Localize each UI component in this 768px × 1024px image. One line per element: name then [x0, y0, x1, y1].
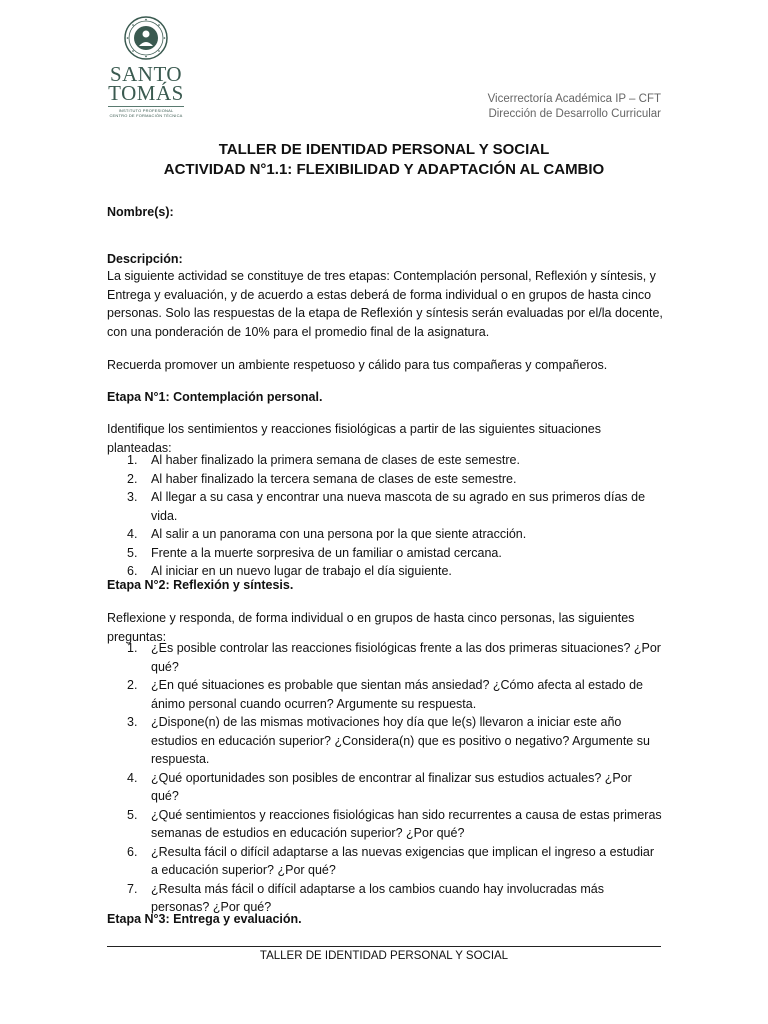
list-item-text: ¿Qué oportunidades son posibles de encontrar al finalizar sus estudios actuales? ¿Por qué? [151, 770, 632, 803]
reminder-section [107, 356, 663, 375]
stage-1-list [107, 451, 663, 581]
list-item [107, 639, 663, 676]
stage-2-heading: Etapa N°2: Reflexión y síntesis. [107, 578, 294, 592]
list-item-text: Al salir a un panorama con una persona por la que siente atracción. [151, 527, 527, 541]
stage-3-heading: Etapa N°3: Entrega y evaluación. [107, 912, 302, 926]
list-item [107, 713, 663, 769]
list-item [107, 676, 663, 713]
list-item-text: ¿Resulta fácil o difícil adaptarse a las nuevas exigencias que implican el ingreso a estudiar a educación superior? ¿Por qué? [151, 844, 655, 877]
list-item-number: 5. [127, 807, 138, 822]
list-item [107, 769, 663, 806]
stage-1-intro: Identifique los sentimientos y reacciones fisiológicas a partir de las siguientes situaciones planteadas: [107, 422, 602, 455]
brand-subtitle-2: CENTRO DE FORMACIÓN TÉCNICA [109, 113, 183, 118]
list-item-number: 6. [127, 844, 138, 859]
stage-2-list-block [107, 639, 663, 917]
page-header [488, 92, 661, 122]
stage-3-heading-block [107, 910, 663, 929]
list-item-number: 2. [127, 471, 138, 486]
brand-name-line1: SANTO [109, 62, 183, 86]
list-item-number: 3. [127, 715, 138, 729]
list-item [107, 470, 663, 489]
list-item-number: 4. [127, 527, 138, 541]
reminder-text: Recuerda promover un ambiente respetuoso y cálido para tus compañeras y compañeros. [107, 358, 608, 372]
brand-subtitle-1: INSTITUTO PROFESIONAL [118, 108, 174, 113]
list-item-text: Al haber finalizado la primera semana de clases de este semestre. [151, 453, 520, 467]
list-item [107, 488, 663, 525]
header-line-1: Vicerrectoría Académica IP – CFT [487, 93, 661, 105]
header-line-2: Dirección de Desarrollo Curricular [488, 108, 661, 120]
list-item-number: 6. [127, 564, 138, 578]
list-item-number: 1. [127, 453, 138, 467]
list-item [107, 544, 663, 563]
stage-1-heading-block [107, 388, 663, 407]
list-item-number: 2. [127, 678, 138, 692]
list-item-number: 1. [127, 641, 138, 655]
brand-divider [108, 106, 184, 107]
stage-2-heading-block [107, 576, 663, 595]
seal-icon [124, 16, 168, 60]
list-item-text: Al haber finalizado la tercera semana de clases de este semestre. [151, 471, 517, 486]
list-item-text: Al llegar a su casa y encontrar una nueva mascota de su agrado en sus primeros días de vida. [151, 490, 646, 523]
list-item-number: 7. [127, 881, 138, 896]
stage-1-list-block [107, 451, 663, 581]
list-item [107, 806, 663, 843]
description-section [107, 251, 663, 341]
title-line-1: TALLER DE IDENTIDAD PERSONAL Y SOCIAL [218, 141, 550, 158]
list-item-number: 5. [127, 545, 138, 560]
name-label: Nombre(s): [107, 205, 174, 219]
list-item [107, 843, 663, 880]
list-item-text: ¿Qué sentimientos y reacciones fisiológicas han sido recurrentes a causa de estas primeras semanas de estudios en educación superior? ¿Por qué? [151, 807, 662, 840]
stage-2-intro: Reflexione y responda, de forma individual o en grupos de hasta cinco personas, las siguientes preguntas: [107, 611, 635, 644]
page-footer: TALLER DE IDENTIDAD PERSONAL Y SOCIAL [259, 950, 509, 962]
institution-logo [104, 16, 188, 118]
stage-1-heading: Etapa N°1: Contemplación personal. [107, 390, 323, 404]
list-item-text: ¿Resulta más fácil o difícil adaptarse a los cambios cuando hay involucradas más personas? ¿Por qué? [151, 881, 604, 914]
list-item [107, 525, 663, 544]
stage-2-list [107, 639, 663, 917]
list-item [107, 451, 663, 470]
description-heading: Descripción: [107, 252, 183, 266]
title-line-2: ACTIVIDAD N°1.1: FLEXIBILIDAD Y ADAPTACIÓN AL CAMBIO [163, 161, 605, 178]
description-body: La siguiente actividad se constituye de tres etapas: Contemplación personal, Reflexión y síntesis, y Entrega y evaluación, y de acuerdo a estas deberá de forma individual o en grupos de hasta cinco personas. Solo las respuestas de la etapa de Reflexión y síntesis serán evaluadas por el/la docente, con una ponderación de 10% para el promedio final de la asignatura. [107, 269, 663, 339]
name-field [107, 203, 663, 222]
list-item-text: ¿En qué situaciones es probable que sientan más ansiedad? ¿Cómo afecta al estado de ánimo personal cuando ocurren? Argumente su respuesta. [151, 678, 643, 711]
brand-name-line2: TOMÁS [108, 81, 184, 105]
list-item-text: Al iniciar en un nuevo lugar de trabajo el día siguiente. [151, 564, 452, 578]
document-title [0, 140, 768, 180]
list-item-text: ¿Es posible controlar las reacciones fisiológicas frente a las dos primeras situaciones? ¿Por qué? [151, 641, 661, 674]
list-item-number: 4. [127, 770, 138, 785]
list-item-text: ¿Dispone(n) de las mismas motivaciones hoy día que le(s) llevaron a iniciar este año estudios en educación superior? ¿Considera(n) que es positivo o negativo? Argumente su respuesta. [151, 715, 650, 766]
list-item-number: 3. [127, 490, 138, 504]
list-item-text: Frente a la muerte sorpresiva de un familiar o amistad cercana. [151, 545, 502, 560]
footer-divider [107, 946, 661, 947]
